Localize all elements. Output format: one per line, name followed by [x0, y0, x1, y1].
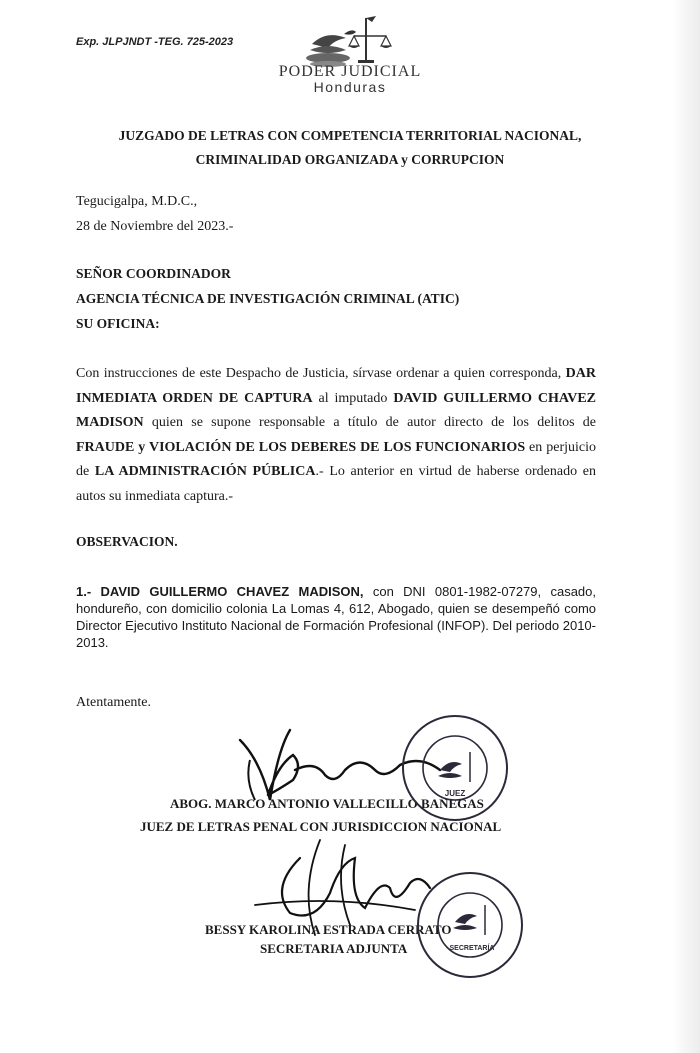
date: 28 de Noviembre del 2023.-	[76, 219, 234, 234]
body-bold-defendant: DAVID GUILLERMO CHAVEZ MADISON	[76, 390, 596, 430]
court-heading-line-1: JUZGADO DE LETRAS CON COMPETENCIA TERRITORIAL NACIONAL,	[118, 128, 582, 143]
body-text-1: Con instrucciones de este Despacho de Justicia, sírvase ordenar a quien corresponda,	[76, 366, 566, 381]
secretary-title: SECRETARIA ADJUNTA	[260, 941, 408, 956]
body-text-2: al imputado	[312, 390, 394, 406]
body-bold-crimes: FRAUDE y VIOLACIÓN DE LOS DEBERES DE LOS FUNCIONARIOS	[76, 439, 526, 455]
court-heading	[90, 124, 610, 172]
secretary-stamp-label: SECRETARÍA	[449, 945, 495, 952]
closing: Atentamente.	[76, 695, 152, 710]
body-paragraph	[76, 362, 596, 509]
place: Tegucigalpa, M.D.C.,	[76, 194, 198, 209]
page-edge-shadow	[672, 0, 700, 1053]
body-text-3: quien se supone responsable a título de autor directo de los delitos de	[143, 415, 596, 430]
observation-name: 1.- DAVID GUILLERMO CHAVEZ MADISON,	[76, 584, 364, 599]
body-bold-order: DAR INMEDIATA ORDEN DE CAPTURA	[76, 366, 596, 406]
judge-title: JUEZ DE LETRAS PENAL CON JURISDICCION NACIONAL	[140, 819, 502, 834]
body-bold-victim: LA ADMINISTRACIÓN PÚBLICA	[94, 464, 316, 479]
observation-item	[76, 583, 596, 651]
observation-heading: OBSERVACION.	[76, 534, 178, 549]
logo-name: PODER JUDICIAL	[278, 63, 422, 80]
recipient-line-1: SEÑOR COORDINADOR	[76, 266, 231, 281]
logo-subtitle: Honduras	[313, 79, 387, 95]
expediente-number: Exp. JLPJNDT -TEG. 725-2023	[76, 36, 234, 48]
recipient-line-2: AGENCIA TÉCNICA DE INVESTIGACIÓN CRIMINAL (ATIC)	[76, 291, 460, 306]
recipient-line-3: SU OFICINA:	[76, 316, 160, 331]
body-text-4: en perjuicio de	[76, 439, 596, 479]
judge-name: ABOG. MARCO ANTONIO VALLECILLO BANEGAS	[170, 796, 484, 811]
judge-stamp-label: JUEZ	[444, 789, 466, 798]
observation-text: con DNI 0801-1982-07279, casado, hondureño, con domicilio colonia La Lomas 4, 612, Abogado, quien se desempeñó como Director Ejecutivo Instituto Nacional de Formación Profesional (INFOP). Del periodo 2010-2013.	[76, 584, 597, 650]
secretary-name: BESSY KAROLINA ESTRADA CERRATO	[205, 922, 452, 937]
body-text-5: .- Lo anterior en virtud de haberse ordenado en autos su inmediata captura.-	[76, 464, 596, 504]
scales-of-justice-logo-icon	[300, 14, 400, 70]
court-heading-line-2: CRIMINALIDAD ORGANIZADA y CORRUPCION	[195, 152, 505, 167]
